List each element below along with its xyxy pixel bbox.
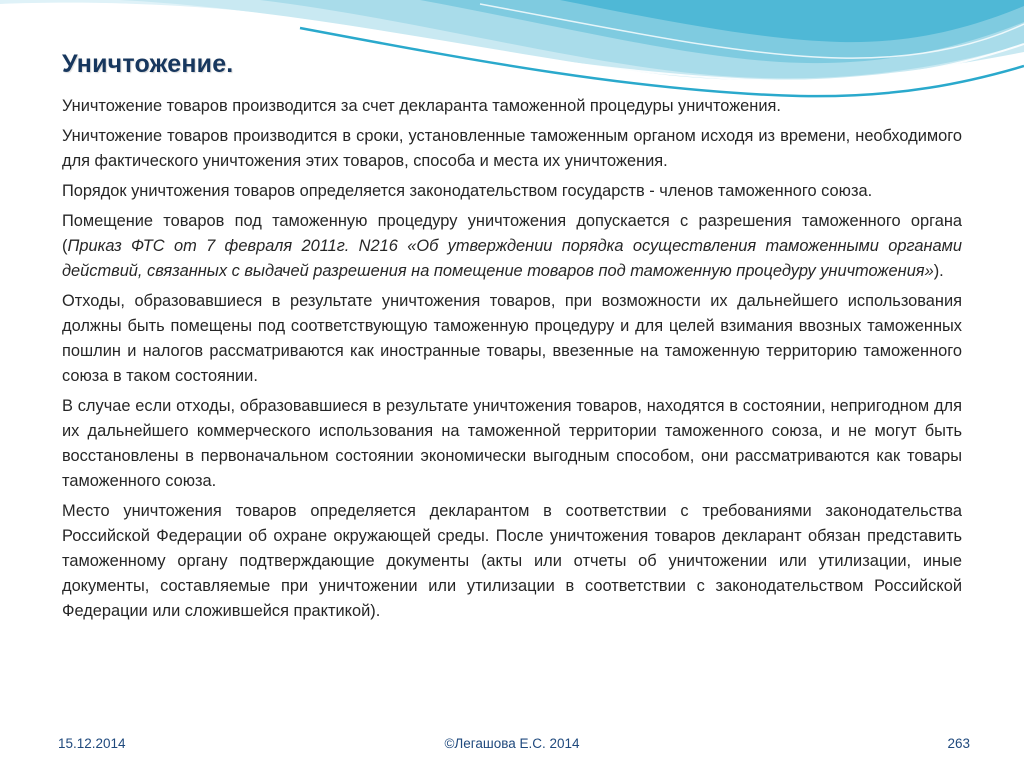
footer-author: ©Легашова Е.С. 2014 <box>444 736 580 751</box>
order-citation: Приказ ФТС от 7 февраля 2011г. N216 «Об утверждении порядка осуществления таможенными органами действий, связанных с выдачей разрешения на помещение товаров под таможенную процедуру уничтожения» <box>62 237 962 280</box>
paragraph: Отходы, образовавшиеся в результате уничтожения товаров, при возможности их дальнейшего использования должны быть помещены под соответствующую таможенную процедуру и для целей взимания ввозных таможенных пошлин и налогов рассматриваются как иностранные товары, ввезенные на таможенную территорию таможенного союза в таком состоянии. <box>62 292 962 385</box>
footer-page-number: 263 <box>947 736 970 751</box>
slide-title: Уничтожение. <box>62 50 234 78</box>
paragraph: В случае если отходы, образовавшиеся в результате уничтожения товаров, находятся в состоянии, непригодном для их дальнейшего коммерческого использования на таможенной территории таможенного союза, и не могут быть восстановлены в первоначальном состоянии экономически выгодным способом, они рассматриваются как товары таможенного союза. <box>62 397 962 490</box>
paragraph-text: ). <box>933 262 944 280</box>
paragraph: Порядок уничтожения товаров определяется законодательством государств - членов таможенного союза. <box>62 182 873 200</box>
paragraph: Уничтожение товаров производится в сроки, установленные таможенным органом исходя из времени, необходимого для фактического уничтожения этих товаров, способа и места их уничтожения. <box>62 127 962 170</box>
paragraph <box>62 209 962 284</box>
paragraph: Уничтожение товаров производится за счет декларанта таможенной процедуры уничтожения. <box>62 97 781 115</box>
paragraph: Место уничтожения товаров определяется декларантом в соответствии с требованиями законодательства Российской Федерации об охране окружающей среды. После уничтожения товаров декларант обязан представить таможенному органу подтверждающие документы (акты или отчеты об уничтожении или утилизации, иные документы, составляемые при уничтожении или утилизации в соответствии с законодательством Российской Федерации или сложившейся практикой). <box>62 502 962 620</box>
slide-body <box>62 94 962 629</box>
paragraph-text: Помещение товаров под таможенную процедуру уничтожения допускается с разрешения таможенного органа ( <box>62 212 962 255</box>
footer-date: 15.12.2014 <box>58 736 126 751</box>
